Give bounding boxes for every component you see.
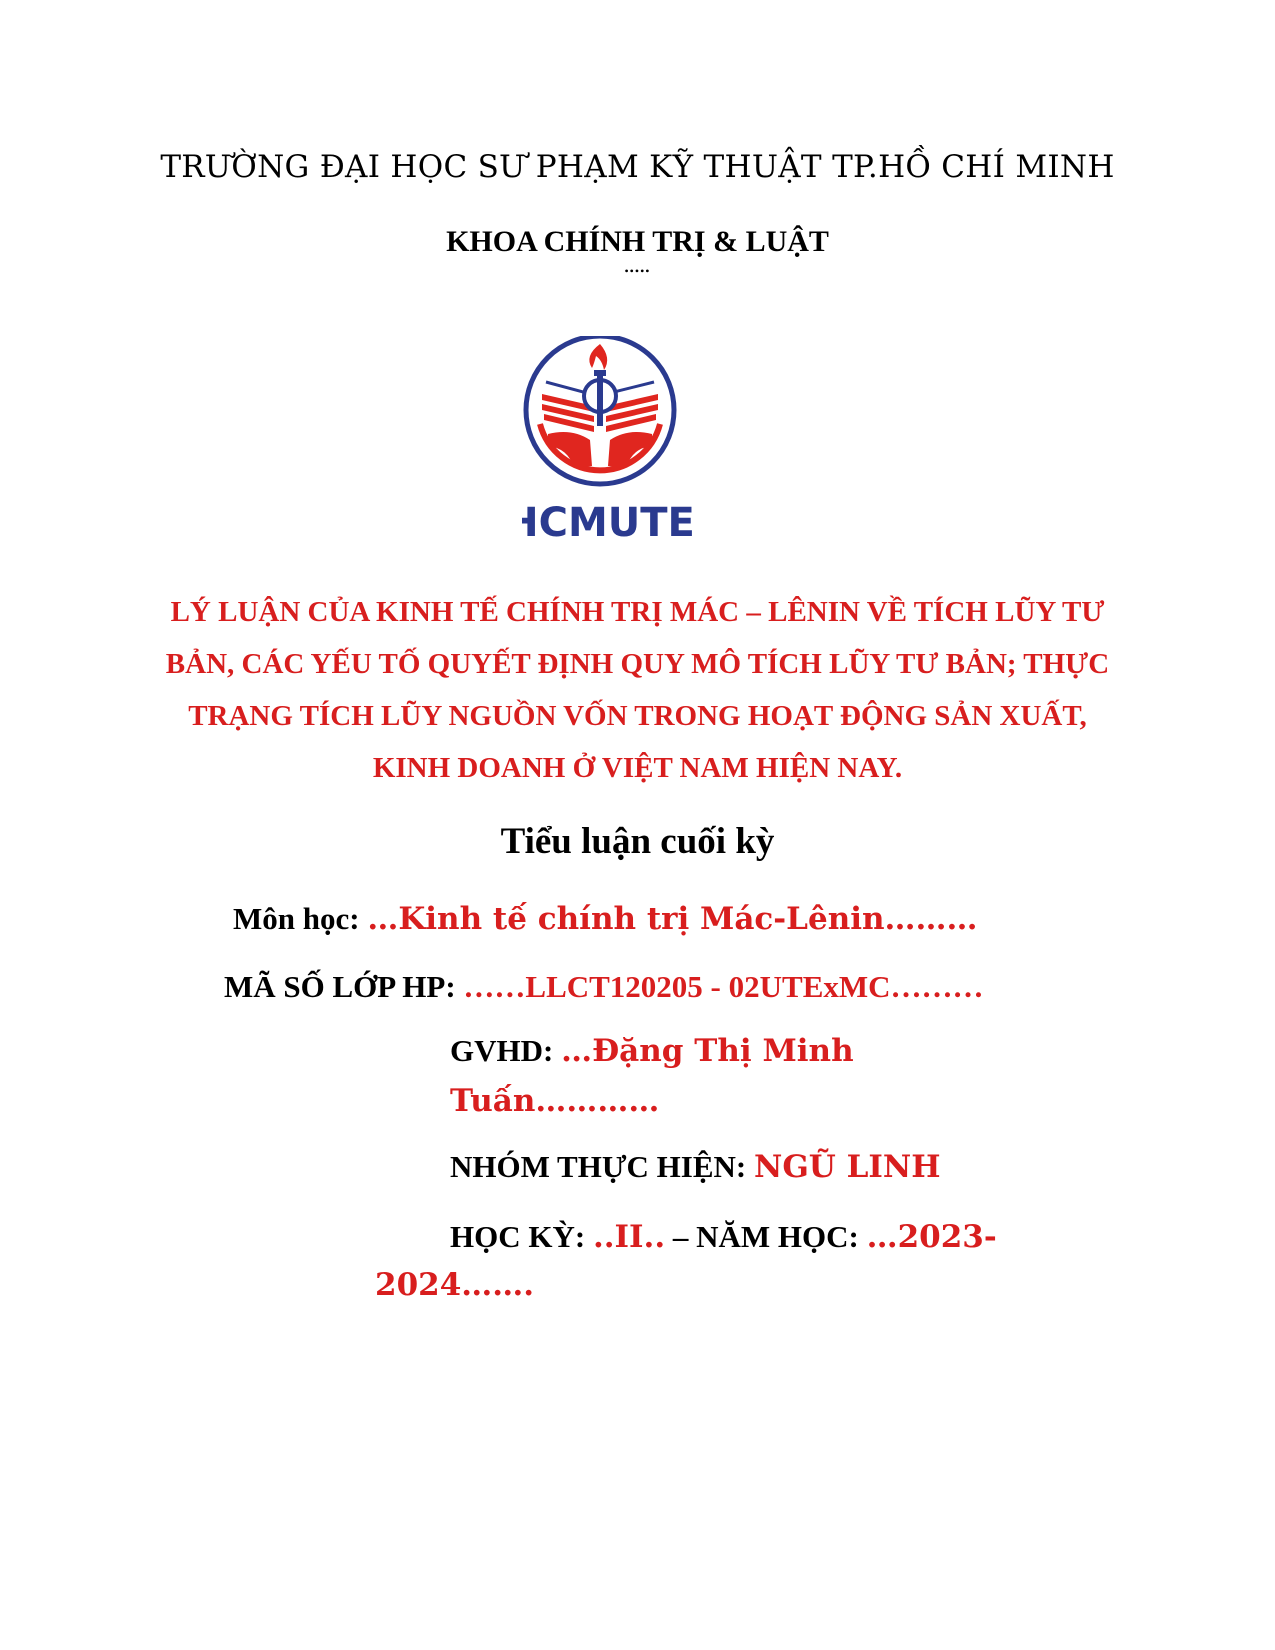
group-row [450, 1146, 941, 1188]
year-label: – NĂM HỌC: [665, 1219, 867, 1254]
semester-row [450, 1216, 997, 1258]
year-value: …2023- [866, 1219, 997, 1255]
course-row [233, 898, 978, 940]
hcmute-logo [522, 336, 762, 556]
title-line: BẢN, CÁC YẾU TỐ QUYẾT ĐỊNH QUY MÔ TÍCH LŨY TƯ BẢN; THỰC [165, 648, 1110, 680]
year-value-cont: 2024……. [375, 1267, 535, 1303]
title-line: KINH DOANH Ở VIỆT NAM HIỆN NAY. [372, 752, 903, 784]
group-value: NGŨ LINH [753, 1149, 941, 1185]
essay-subtitle: Tiểu luận cuối kỳ [500, 821, 775, 862]
semester-row-cont [375, 1264, 534, 1306]
class-code-label: MÃ SỐ LỚP HP: [224, 969, 464, 1004]
class-code-value: ……LLCT120205 - 02UTExMC……… [463, 969, 984, 1004]
advisor-row [450, 1030, 854, 1072]
class-code-row [224, 966, 984, 1008]
faculty-name: KHOA CHÍNH TRỊ & LUẬT [446, 225, 829, 258]
group-label: NHÓM THỰC HIỆN: [450, 1149, 754, 1184]
logo-text: HCMUTE [522, 500, 695, 546]
hcmute-emblem-icon [522, 336, 762, 556]
course-value: …Kinh tế chính trị Mác-Lênin……… [367, 901, 978, 937]
advisor-row-cont [450, 1080, 659, 1122]
advisor-value-cont: Tuấn………… [450, 1083, 660, 1119]
semester-label: HỌC KỲ: [450, 1219, 593, 1254]
title-line: TRẠNG TÍCH LŨY NGUỒN VỐN TRONG HOẠT ĐỘNG SẢN XUẤT, [188, 700, 1087, 732]
school-name: TRƯỜNG ĐẠI HỌC SƯ PHẠM KỸ THUẬT TP.HỒ CHÍ MINH [160, 149, 1115, 185]
advisor-value: …Đặng Thị Minh [561, 1033, 854, 1069]
semester-value: ..II.. [592, 1219, 666, 1255]
ornament-dots: ••••• [624, 264, 651, 278]
advisor-label: GVHD: [450, 1033, 562, 1068]
course-label: Môn học: [233, 901, 368, 936]
essay-title [140, 586, 1135, 794]
title-line: LÝ LUẬN CỦA KINH TẾ CHÍNH TRỊ MÁC – LÊNIN VỀ TÍCH LŨY TƯ [170, 596, 1105, 628]
